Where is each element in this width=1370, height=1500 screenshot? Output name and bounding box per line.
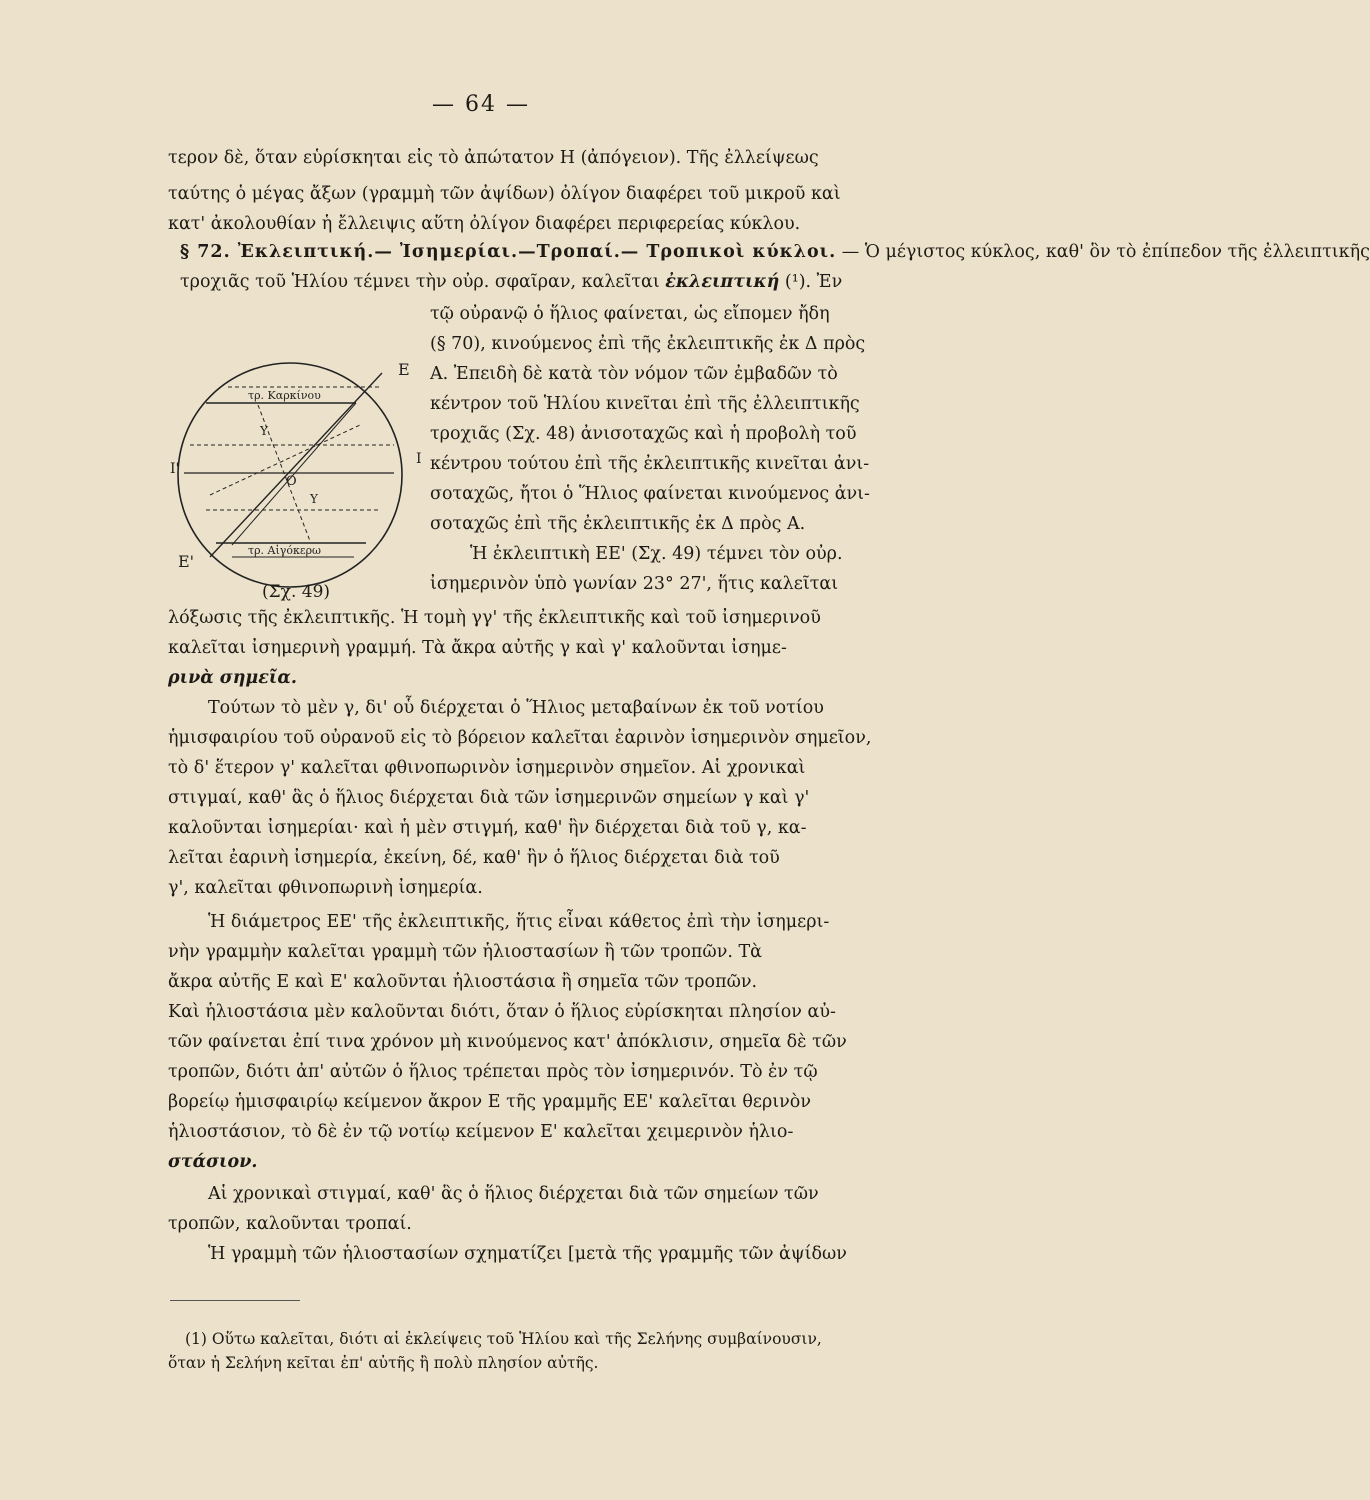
label-E: Ε xyxy=(398,360,410,379)
text-line: Α. Ἐπειδὴ δὲ κατὰ τὸν νόμον τῶν ἐμβαδῶν τὸ xyxy=(430,364,838,384)
text-fragment: τροχιᾶς τοῦ Ἡλίου τέμνει τὴν οὐρ. σφαῖραν, καλεῖται xyxy=(180,272,660,292)
text-line: λόξωσις τῆς ἐκλειπτικῆς. Ἡ τομὴ γγ' τῆς ἐκλειπτικῆς καὶ τοῦ ἰσημερινοῦ xyxy=(168,608,821,628)
text-line: τροπῶν, καλοῦνται τροπαί. xyxy=(168,1214,412,1234)
figure-caption: (Σχ. 49) xyxy=(262,582,331,602)
label-E-prime: Ε' xyxy=(178,552,195,571)
text-line: νὴν γραμμὴν καλεῖται γραμμὴ τῶν ἡλιοστασίων ἢ τῶν τροπῶν. Τὰ xyxy=(168,942,762,962)
page-number: — 64 — xyxy=(432,92,530,117)
text-line: Καὶ ἡλιοστάσια μὲν καλοῦνται διότι, ὅταν ὁ ἥλιος εὑρίσκηται πλησίον αὐ- xyxy=(168,1002,836,1022)
text-line: τῷ οὐρανῷ ὁ ἥλιος φαίνεται, ὡς εἴπομεν ἤδη xyxy=(430,304,830,324)
section-heading: § 72. Ἐκλειπτική.— Ἰσημερίαι.—Τροπαί.— Τροπικοὶ κύκλοι. xyxy=(180,242,837,262)
text-line: Αἱ χρονικαὶ στιγμαί, καθ' ἃς ὁ ἥλιος διέρχεται διὰ τῶν σημείων τῶν xyxy=(208,1184,819,1204)
text-line: στιγμαί, καθ' ἃς ὁ ἥλιος διέρχεται διὰ τῶν ἰσημερινῶν σημείων γ καὶ γ' xyxy=(168,788,810,808)
text-line: τῶν φαίνεται ἐπί τινα χρόνον μὴ κινούμενος κατ' ἀπόκλισιν, σημεῖα δὲ τῶν xyxy=(168,1032,847,1052)
text-line: βορείῳ ἡμισφαιρίῳ κείμενον ἄκρον Ε τῆς γραμμῆς ΕΕ' καλεῖται θερινὸν xyxy=(168,1092,811,1112)
footnote-line: (1) Οὕτω καλεῖται, διότι αἱ ἐκλείψεις τοῦ Ἡλίου καὶ τῆς Σελήνης συμβαίνουσιν, xyxy=(185,1330,822,1348)
text-line xyxy=(180,270,930,294)
text-line: στάσιον. xyxy=(168,1152,258,1172)
text-line: Ἡ γραμμὴ τῶν ἡλιοστασίων σχηματίζει [μετὰ τῆς γραμμῆς τῶν ἀψίδων xyxy=(208,1244,847,1264)
text-fragment: (¹). Ἐν xyxy=(779,272,843,292)
text-line: ἡλιοστάσιον, τὸ δὲ ἐν τῷ νοτίῳ κείμενον Ε' καλεῖται χειμερινὸν ἡλιο- xyxy=(168,1122,794,1142)
heading-continuation: — Ὁ μέγιστος κύκλος, καθ' ὃν τὸ ἐπίπεδον τῆς ἐλλειπτικῆς xyxy=(836,242,1370,262)
text-line: καλεῖται ἰσημερινὴ γραμμή. Τὰ ἄκρα αὐτῆς γ καὶ γ' καλοῦνται ἰσημε- xyxy=(168,638,787,658)
text-line: κέντρου τούτου ἐπὶ τῆς ἐκλειπτικῆς κινεῖται ἀνι- xyxy=(430,454,870,474)
label-I: Ι xyxy=(416,451,422,467)
text-line: γ', καλεῖται φθινοπωρινὴ ἰσημερία. xyxy=(168,878,483,898)
text-line: τροπῶν, διότι ἀπ' αὐτῶν ὁ ἥλιος τρέπεται πρὸς τὸν ἰσημερινόν. Τὸ ἐν τῷ xyxy=(168,1062,818,1082)
text-line: σοταχῶς ἐπὶ τῆς ἐκλειπτικῆς ἐκ Δ πρὸς Α. xyxy=(430,514,806,534)
label-gamma-prime: Υ xyxy=(310,492,318,506)
footnote-line: ὅταν ἡ Σελήνη κεῖται ἐπ' αὐτῆς ἢ πολὺ πλησίον αὐτῆς. xyxy=(168,1354,599,1372)
term-ekleiptiki: ἐκλειπτική xyxy=(665,272,780,292)
text-line: ἰσημερινὸν ὑπὸ γωνίαν 23° 27', ἥτις καλεῖται xyxy=(430,574,839,594)
text-line: σοταχῶς, ἤτοι ὁ Ἥλιος φαίνεται κινούμενος ἀνι- xyxy=(430,484,870,504)
label-tropic-capricorn: τρ. Αἰγόκερω xyxy=(248,544,322,557)
text-line: ἡμισφαιρίου τοῦ οὐρανοῦ εἰς τὸ βόρειον καλεῖται ἐαρινὸν ἰσημερινὸν σημεῖον, xyxy=(168,728,872,748)
text-line: τὸ δ' ἕτερον γ' καλεῖται φθινοπωρινὸν ἰσημερινὸν σημεῖον. Αἱ χρονικαὶ xyxy=(168,758,806,778)
text-line: ταύτης ὁ μέγας ἄξων (γραμμὴ τῶν ἀψίδων) ὀλίγον διαφέρει τοῦ μικροῦ καὶ xyxy=(168,184,841,204)
text-line: τροχιᾶς (Σχ. 48) ἀνισοταχῶς καὶ ἡ προβολὴ τοῦ xyxy=(430,424,857,444)
text-line: Ἡ ἐκλειπτικὴ ΕΕ' (Σχ. 49) τέμνει τὸν οὐρ. xyxy=(470,544,843,564)
text-line: καλοῦνται ἰσημερίαι· καὶ ἡ μὲν στιγμή, καθ' ἣν διέρχεται διὰ τοῦ γ, κα- xyxy=(168,818,807,838)
label-tropic-cancer: τρ. Καρκίνου xyxy=(248,389,321,402)
text-line: Τούτων τὸ μὲν γ, δι' οὗ διέρχεται ὁ Ἥλιος μεταβαίνων ἐκ τοῦ νοτίου xyxy=(208,698,824,718)
label-gamma: Υ xyxy=(260,424,268,438)
text-line: τερον δὲ, ὅταν εὑρίσκηται εἰς τὸ ἀπώτατον Η (ἀπόγειον). Τῆς ἐλλείψεως xyxy=(168,148,819,168)
text-line: κατ' ἀκολουθίαν ἡ ἔλλειψις αὕτη ὀλίγον διαφέρει περιφερείας κύκλου. xyxy=(168,214,801,234)
text-line: (§ 70), κινούμενος ἐπὶ τῆς ἐκλειπτικῆς ἐκ Δ πρὸς xyxy=(430,334,866,354)
text-line: κέντρον τοῦ Ἡλίου κινεῖται ἐπὶ τῆς ἐλλειπτικῆς xyxy=(430,394,860,414)
text-line: ρινὰ σημεῖα. xyxy=(168,668,297,688)
text-line: Ἡ διάμετρος ΕΕ' τῆς ἐκλειπτικῆς, ἥτις εἶναι κάθετος ἐπὶ τὴν ἰσημερι- xyxy=(208,912,830,932)
label-I-prime: Ι' xyxy=(170,461,180,477)
section-heading-line xyxy=(180,240,1370,264)
footnote-rule xyxy=(170,1300,300,1301)
label-O: Ο xyxy=(286,474,297,489)
text-line: ἄκρα αὐτῆς Ε καὶ Ε' καλοῦνται ἡλιοστάσια ἢ σημεῖα τῶν τροπῶν. xyxy=(168,972,758,992)
text-line: λεῖται ἐαρινὴ ἰσημερία, ἐκείνη, δέ, καθ' ἣν ὁ ἥλιος διέρχεται διὰ τοῦ xyxy=(168,848,780,868)
